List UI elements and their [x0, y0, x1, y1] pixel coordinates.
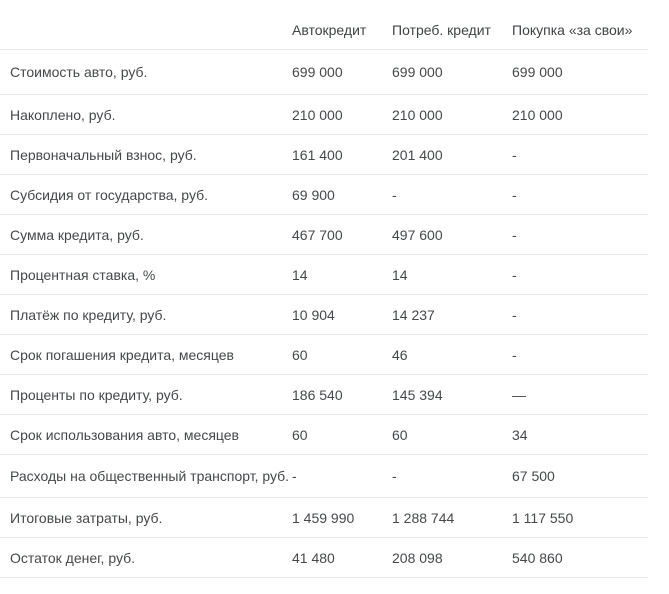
row-label: Процентная ставка, % [10, 266, 156, 283]
row-label: Накоплено, руб. [10, 106, 116, 123]
row-label: Расходы на общественный транспорт, руб. [10, 468, 290, 484]
table-row-total-costs [0, 498, 648, 538]
cell-value: 1 459 990 [292, 509, 355, 526]
cell-value: 145 394 [392, 386, 443, 403]
table-row-money-left [0, 538, 648, 578]
cell-value: 60 [292, 346, 308, 363]
cell-value: - [512, 346, 517, 363]
cell-value: 210 000 [292, 106, 343, 123]
table-row-state-subsidy [0, 175, 648, 215]
row-label: Итоговые затраты, руб. [10, 509, 163, 526]
cell-value: 14 237 [392, 306, 435, 323]
cell-value: 1 117 550 [512, 509, 574, 526]
cell-value: 34 [512, 426, 528, 443]
table-row-interest-rate [0, 255, 648, 295]
cell-value: 69 900 [292, 186, 335, 203]
table-row-saved [0, 95, 648, 135]
cell-value: - [392, 186, 397, 203]
cell-value: 210 000 [512, 106, 563, 123]
table-row-loan-amount [0, 215, 648, 255]
header-empty-cell [0, 20, 292, 30]
cell-value: 60 [392, 426, 408, 443]
cell-value: — [512, 386, 526, 403]
cell-value: 208 098 [392, 549, 443, 566]
column-header-consumer-credit: Потреб. кредит [392, 21, 491, 38]
cell-value: 699 000 [392, 64, 443, 80]
cell-value: 10 904 [292, 306, 335, 323]
cell-value: 1 288 744 [392, 509, 455, 526]
table-row-repayment-term [0, 335, 648, 375]
column-header-own-money: Покупка «за свои» [512, 21, 633, 38]
table-header-row [0, 0, 648, 50]
cell-value: 467 700 [292, 226, 343, 243]
cell-value: - [512, 226, 517, 243]
row-label: Субсидия от государства, руб. [10, 186, 209, 203]
row-label: Сумма кредита, руб. [10, 226, 144, 243]
table-row-car-price [0, 50, 648, 95]
cell-value: 161 400 [292, 146, 343, 163]
cell-value: 60 [292, 426, 308, 443]
row-label: Первоначальный взнос, руб. [10, 146, 197, 163]
cell-value: 497 600 [392, 226, 443, 243]
row-label: Стоимость авто, руб. [10, 64, 148, 80]
cell-value: - [512, 146, 517, 163]
cell-value: 46 [392, 346, 408, 363]
row-label: Остаток денег, руб. [10, 549, 136, 566]
cell-value: 201 400 [392, 146, 443, 163]
cell-value: - [512, 266, 517, 283]
cell-value: 67 500 [512, 468, 555, 484]
cell-value: 210 000 [392, 106, 443, 123]
cell-value: 186 540 [292, 386, 343, 403]
cell-value: - [512, 306, 517, 323]
table-row-down-payment [0, 135, 648, 175]
cell-value: - [512, 186, 517, 203]
row-label: Платёж по кредиту, руб. [10, 306, 167, 323]
row-label: Срок использования авто, месяцев [10, 426, 239, 443]
cell-value: 540 860 [512, 549, 563, 566]
cell-value: 14 [292, 266, 308, 283]
table-row-car-usage-term [0, 415, 648, 455]
column-header-autoloan: Автокредит [292, 21, 367, 38]
table-row-loan-interest [0, 375, 648, 415]
table-row-monthly-payment [0, 295, 648, 335]
row-label: Проценты по кредиту, руб. [10, 386, 183, 403]
cell-value: 699 000 [512, 64, 563, 80]
table-row-public-transport-costs [0, 455, 648, 498]
cell-value: 699 000 [292, 64, 343, 80]
cell-value: - [392, 468, 397, 484]
cell-value: - [292, 468, 297, 484]
row-label: Срок погашения кредита, месяцев [10, 346, 234, 363]
cell-value: 14 [392, 266, 408, 283]
cell-value: 41 480 [292, 549, 335, 566]
